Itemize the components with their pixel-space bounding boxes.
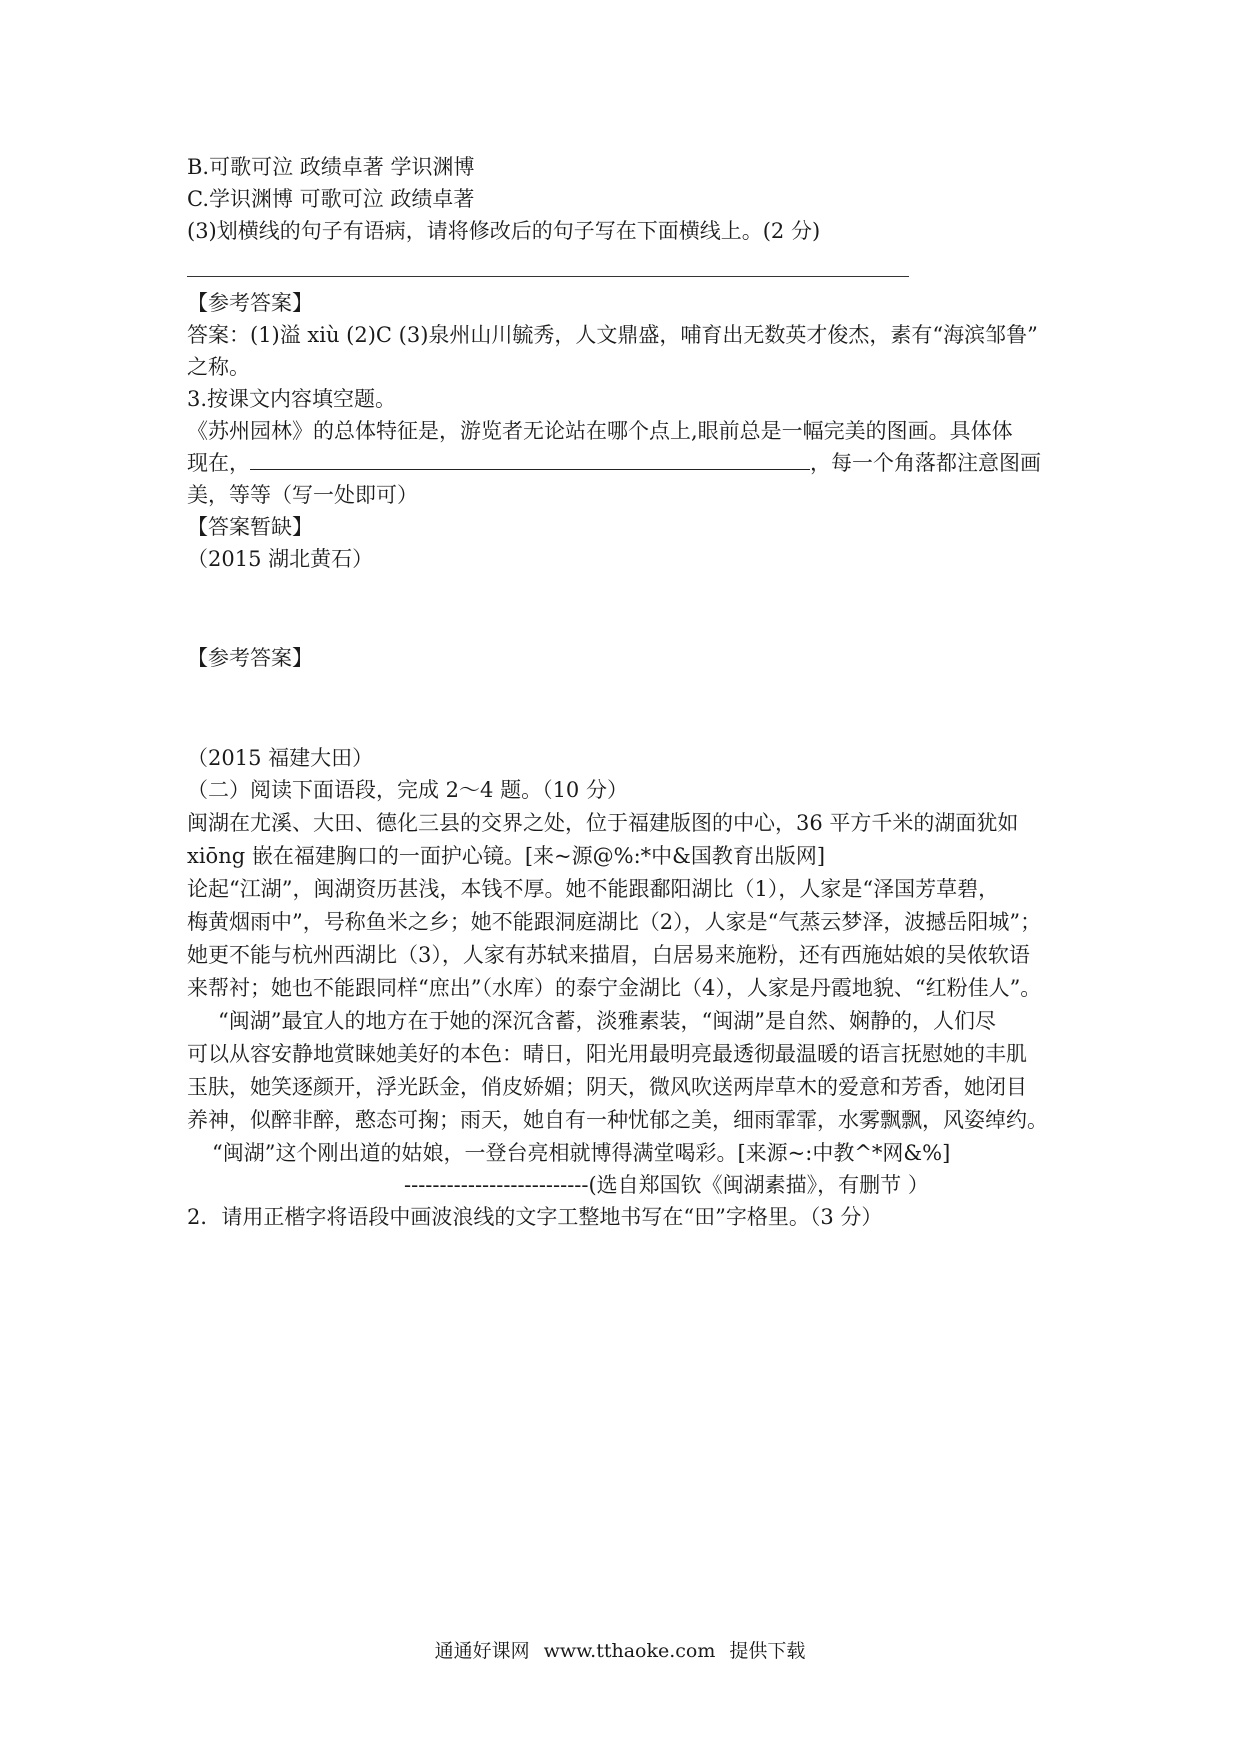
question-3-text: 美，等等（写一处即可） [187,483,418,507]
source-label: （2015 福建大田） [187,746,374,770]
passage-line: xiōng 嵌在福建胸口的一面护心镜。[来~源@%:*中&国教育出版网] [187,844,826,868]
question-3-fill-line [187,448,1067,478]
passage-line: 养神，似醉非醉，憨态可掬；雨天，她自有一种忧郁之美，细雨霏霏，水雾飘飘，风姿绰约。 [187,1108,1048,1132]
reading-instruction: （二）阅读下面语段，完成 2～4 题。（10 分） [187,778,628,802]
answer-text-line: 之称。 [187,355,250,379]
passage-line: “闽湖”这个刚出道的姑娘，一登台亮相就博得满堂喝彩。[来源~:中教^*网&%] [212,1141,951,1165]
question-3-text: 现在， [187,451,250,475]
fill-in-blank [250,449,810,470]
passage-line: 她更不能与杭州西湖比（3），人家有苏轼来描眉，白居易来施粉，还有西施姑娘的吴侬软语 [187,943,1030,967]
source-label: （2015 湖北黄石） [187,547,374,571]
footer-site-name: 通通好课网 [434,1640,530,1662]
passage-line: 来帮衬；她也不能跟同样“庶出”（水库）的泰宁金湖比（4），人家是丹霞地貌、“红粉佳人”。 [187,976,1042,1000]
footer-suffix: 提供下载 [729,1640,806,1662]
footer-url[interactable]: www.tthaoke.com [543,1640,716,1662]
passage-line: 梅黄烟雨中”，号称鱼米之乡；她不能跟洞庭湖比（2），人家是“气蒸云梦泽，波撼岳阳城”； [187,910,1042,934]
passage-source: --------------------------(选自郑国钦《闽湖素描》，有删节 ） [404,1173,929,1197]
question-3-title: 3.按课文内容填空题。 [187,387,397,411]
answer-missing-note: 【答案暂缺】 [187,515,313,539]
question-3-text: ，每一个角落都注意图画 [810,451,1041,475]
answer-line [187,276,909,277]
question-part-3: (3)划横线的句子有语病，请将修改后的句子写在下面横线上。(2 分) [187,219,821,243]
question-3-text: 《苏州园林》的总体特征是，游览者无论站在哪个点上,眼前总是一幅完美的图画。具体体 [187,419,1013,443]
passage-line: 闽湖在尤溪、大田、德化三县的交界之处，位于福建版图的中心，36 平方千米的湖面犹如 [187,811,1019,835]
answer-text-line: 答案：(1)溢 xiù (2)C (3)泉州山川毓秀，人文鼎盛，哺育出无数英才俊杰，素有“海滨邹鲁” [187,323,1038,347]
option-c: C.学识渊博 可歌可泣 政绩卓著 [187,187,475,211]
passage-line: 论起“江湖”，闽湖资历甚浅，本钱不厚。她不能跟鄱阳湖比（1），人家是“泽国芳草碧， [187,877,1000,901]
reference-answer-heading: 【参考答案】 [187,291,313,315]
passage-line: 可以从容安静地赏睐她美好的本色：晴日，阳光用最明亮最透彻最温暖的语言抚慰她的丰肌 [187,1042,1027,1066]
passage-line: “闽湖”最宜人的地方在于她的深沉含蓄，淡雅素装，“闽湖”是自然、娴静的，人们尽 [218,1009,996,1033]
page-footer [0,1638,1240,1664]
option-b: B.可歌可泣 政绩卓著 学识渊博 [187,155,475,179]
question-2-writing: 2．请用正楷字将语段中画波浪线的文字工整地书写在“田”字格里。（3 分） [187,1205,883,1229]
passage-line: 玉肤，她笑逐颜开，浮光跃金，俏皮娇媚；阴天，微风吹送两岸草木的爱意和芳香，她闭目 [187,1075,1027,1099]
reference-answer-heading: 【参考答案】 [187,646,313,670]
